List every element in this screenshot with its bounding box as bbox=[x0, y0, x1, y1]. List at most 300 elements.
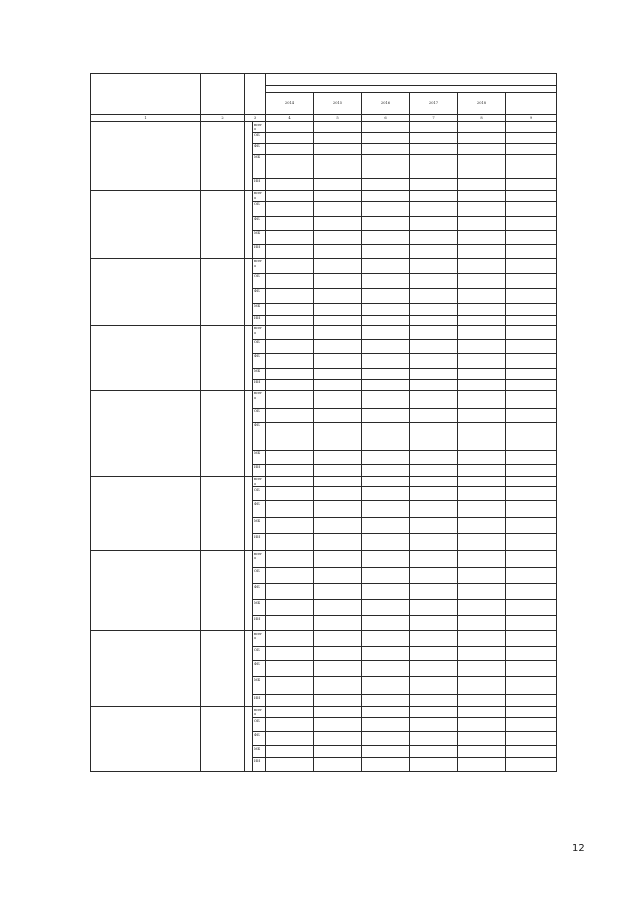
amount-cell bbox=[410, 408, 458, 422]
amount-cell bbox=[362, 518, 410, 534]
header-executor bbox=[201, 74, 245, 115]
amount-cell bbox=[458, 661, 506, 677]
amount-cell bbox=[266, 568, 314, 584]
amount-cell bbox=[314, 390, 362, 408]
column-index: 1 bbox=[91, 115, 201, 122]
budget-source: ИИ bbox=[253, 379, 266, 390]
amount-total bbox=[506, 616, 557, 631]
amount-cell bbox=[458, 707, 506, 718]
amount-cell bbox=[314, 132, 362, 143]
amount-cell bbox=[362, 534, 410, 551]
amount-total bbox=[506, 258, 557, 273]
amount-cell bbox=[266, 661, 314, 677]
amount-cell bbox=[314, 600, 362, 616]
amount-cell bbox=[314, 476, 362, 487]
amount-cell bbox=[266, 584, 314, 600]
page-number: 12 bbox=[572, 843, 585, 854]
amount-total bbox=[506, 551, 557, 568]
amount-cell bbox=[458, 616, 506, 631]
table-row bbox=[91, 476, 557, 487]
amount-total bbox=[506, 190, 557, 201]
budget-source: ФБ bbox=[253, 501, 266, 518]
column-index: 5 bbox=[314, 115, 362, 122]
amount-cell bbox=[458, 303, 506, 315]
budget-source: всего bbox=[253, 258, 266, 273]
measure-name bbox=[91, 258, 201, 325]
budget-source: ИИ bbox=[253, 534, 266, 551]
amount-cell bbox=[458, 353, 506, 368]
amount-cell bbox=[362, 288, 410, 303]
amount-cell bbox=[410, 122, 458, 133]
spacer-cell bbox=[245, 325, 253, 390]
amount-cell bbox=[410, 732, 458, 746]
amount-cell bbox=[362, 584, 410, 600]
column-index: 8 bbox=[458, 115, 506, 122]
table-row bbox=[91, 122, 557, 133]
budget-source: ИИ bbox=[253, 178, 266, 190]
amount-total bbox=[506, 746, 557, 758]
amount-cell bbox=[266, 746, 314, 758]
budget-source: ОБ bbox=[253, 339, 266, 353]
amount-total bbox=[506, 288, 557, 303]
amount-total bbox=[506, 464, 557, 476]
amount-cell bbox=[362, 201, 410, 216]
budget-source: всего bbox=[253, 390, 266, 408]
budget-source: ФБ bbox=[253, 353, 266, 368]
budget-source: ОБ bbox=[253, 718, 266, 732]
amount-cell bbox=[410, 758, 458, 772]
amount-cell bbox=[314, 732, 362, 746]
funding-table bbox=[90, 73, 557, 772]
amount-cell bbox=[410, 746, 458, 758]
measure-name bbox=[91, 707, 201, 772]
header-year: 2016 bbox=[362, 93, 410, 115]
column-index: 3 bbox=[245, 115, 266, 122]
amount-cell bbox=[410, 584, 458, 600]
amount-total bbox=[506, 600, 557, 616]
amount-cell bbox=[410, 487, 458, 501]
budget-source: ФБ bbox=[253, 216, 266, 230]
amount-cell bbox=[362, 353, 410, 368]
amount-cell bbox=[362, 677, 410, 695]
amount-cell bbox=[314, 379, 362, 390]
amount-cell bbox=[458, 216, 506, 230]
budget-source: ИИ bbox=[253, 315, 266, 325]
budget-source: ОБ bbox=[253, 568, 266, 584]
amount-cell bbox=[362, 122, 410, 133]
amount-cell bbox=[314, 568, 362, 584]
amount-cell bbox=[458, 408, 506, 422]
amount-cell bbox=[314, 273, 362, 288]
amount-cell bbox=[410, 464, 458, 476]
amount-cell bbox=[314, 353, 362, 368]
budget-source: МБ bbox=[253, 518, 266, 534]
amount-cell bbox=[458, 534, 506, 551]
amount-cell bbox=[362, 408, 410, 422]
amount-cell bbox=[410, 631, 458, 647]
amount-cell bbox=[410, 258, 458, 273]
amount-cell bbox=[410, 353, 458, 368]
amount-total bbox=[506, 476, 557, 487]
amount-cell bbox=[410, 647, 458, 661]
amount-cell bbox=[410, 677, 458, 695]
amount-cell bbox=[458, 201, 506, 216]
amount-cell bbox=[458, 551, 506, 568]
measure-executor bbox=[201, 190, 245, 258]
amount-cell bbox=[458, 718, 506, 732]
amount-cell bbox=[314, 758, 362, 772]
amount-cell bbox=[362, 325, 410, 339]
amount-cell bbox=[458, 368, 506, 379]
amount-cell bbox=[410, 154, 458, 178]
amount-cell bbox=[458, 154, 506, 178]
amount-cell bbox=[266, 122, 314, 133]
amount-cell bbox=[410, 476, 458, 487]
amount-cell bbox=[362, 661, 410, 677]
amount-cell bbox=[266, 707, 314, 718]
amount-total bbox=[506, 450, 557, 464]
amount-cell bbox=[266, 518, 314, 534]
amount-cell bbox=[458, 677, 506, 695]
amount-cell bbox=[458, 732, 506, 746]
amount-total bbox=[506, 315, 557, 325]
amount-cell bbox=[314, 551, 362, 568]
amount-total bbox=[506, 325, 557, 339]
amount-total bbox=[506, 707, 557, 718]
measure-name bbox=[91, 631, 201, 707]
table-row bbox=[91, 325, 557, 339]
amount-cell bbox=[362, 273, 410, 288]
amount-cell bbox=[458, 476, 506, 487]
amount-total bbox=[506, 501, 557, 518]
amount-cell bbox=[458, 518, 506, 534]
amount-cell bbox=[410, 518, 458, 534]
amount-cell bbox=[410, 422, 458, 450]
amount-cell bbox=[266, 201, 314, 216]
amount-total bbox=[506, 695, 557, 707]
amount-cell bbox=[266, 288, 314, 303]
column-index: 7 bbox=[410, 115, 458, 122]
amount-total bbox=[506, 273, 557, 288]
amount-total bbox=[506, 303, 557, 315]
amount-cell bbox=[314, 718, 362, 732]
amount-cell bbox=[458, 230, 506, 244]
budget-source: всего bbox=[253, 190, 266, 201]
table-row bbox=[91, 390, 557, 408]
amount-cell bbox=[410, 303, 458, 315]
amount-cell bbox=[314, 695, 362, 707]
amount-cell bbox=[362, 501, 410, 518]
amount-cell bbox=[314, 616, 362, 631]
budget-source: ФБ bbox=[253, 422, 266, 450]
amount-cell bbox=[266, 732, 314, 746]
amount-cell bbox=[458, 450, 506, 464]
measure-executor bbox=[201, 631, 245, 707]
amount-cell bbox=[458, 422, 506, 450]
budget-source: МБ bbox=[253, 368, 266, 379]
amount-cell bbox=[410, 315, 458, 325]
spacer-cell bbox=[245, 390, 253, 476]
amount-cell bbox=[266, 464, 314, 476]
amount-cell bbox=[314, 518, 362, 534]
column-index: 4 bbox=[266, 115, 314, 122]
amount-cell bbox=[458, 695, 506, 707]
amount-cell bbox=[410, 718, 458, 732]
header-year: 2017 bbox=[410, 93, 458, 115]
amount-total bbox=[506, 732, 557, 746]
budget-source: МБ bbox=[253, 746, 266, 758]
amount-cell bbox=[266, 551, 314, 568]
budget-source: ИИ bbox=[253, 758, 266, 772]
amount-cell bbox=[410, 339, 458, 353]
amount-cell bbox=[410, 230, 458, 244]
amount-cell bbox=[410, 244, 458, 258]
amount-cell bbox=[362, 464, 410, 476]
amount-cell bbox=[362, 303, 410, 315]
budget-source: всего bbox=[253, 631, 266, 647]
budget-source: МБ bbox=[253, 303, 266, 315]
amount-total bbox=[506, 568, 557, 584]
amount-cell bbox=[266, 695, 314, 707]
amount-cell bbox=[314, 408, 362, 422]
amount-cell bbox=[266, 677, 314, 695]
amount-cell bbox=[458, 325, 506, 339]
amount-cell bbox=[314, 631, 362, 647]
amount-total bbox=[506, 677, 557, 695]
budget-source: МБ bbox=[253, 600, 266, 616]
amount-cell bbox=[314, 422, 362, 450]
amount-cell bbox=[410, 201, 458, 216]
amount-cell bbox=[314, 647, 362, 661]
amount-cell bbox=[314, 154, 362, 178]
amount-total bbox=[506, 718, 557, 732]
amount-cell bbox=[314, 288, 362, 303]
budget-source: ИИ bbox=[253, 616, 266, 631]
amount-cell bbox=[410, 450, 458, 464]
amount-cell bbox=[314, 201, 362, 216]
header-estimate bbox=[266, 74, 557, 86]
amount-cell bbox=[314, 244, 362, 258]
measure-name bbox=[91, 190, 201, 258]
amount-cell bbox=[266, 216, 314, 230]
spacer-cell bbox=[245, 476, 253, 551]
amount-cell bbox=[362, 190, 410, 201]
amount-cell bbox=[458, 584, 506, 600]
amount-cell bbox=[362, 476, 410, 487]
spacer-cell bbox=[245, 190, 253, 258]
amount-cell bbox=[266, 501, 314, 518]
amount-cell bbox=[266, 368, 314, 379]
amount-total bbox=[506, 216, 557, 230]
amount-cell bbox=[410, 661, 458, 677]
budget-source: ОБ bbox=[253, 273, 266, 288]
spacer-cell bbox=[245, 551, 253, 631]
measure-name bbox=[91, 122, 201, 191]
amount-cell bbox=[458, 258, 506, 273]
table-row bbox=[91, 551, 557, 568]
amount-cell bbox=[314, 707, 362, 718]
table-row bbox=[91, 258, 557, 273]
amount-cell bbox=[266, 244, 314, 258]
amount-total bbox=[506, 201, 557, 216]
budget-source: всего bbox=[253, 476, 266, 487]
amount-cell bbox=[458, 464, 506, 476]
amount-cell bbox=[314, 258, 362, 273]
amount-cell bbox=[362, 732, 410, 746]
amount-cell bbox=[362, 244, 410, 258]
amount-cell bbox=[314, 303, 362, 315]
amount-cell bbox=[266, 315, 314, 325]
budget-source: ФБ bbox=[253, 732, 266, 746]
amount-cell bbox=[362, 143, 410, 154]
amount-cell bbox=[314, 143, 362, 154]
amount-cell bbox=[266, 390, 314, 408]
amount-total bbox=[506, 122, 557, 133]
amount-cell bbox=[458, 600, 506, 616]
amount-cell bbox=[266, 450, 314, 464]
budget-source: ОБ bbox=[253, 201, 266, 216]
amount-total bbox=[506, 132, 557, 143]
amount-cell bbox=[314, 450, 362, 464]
measure-name bbox=[91, 390, 201, 476]
amount-cell bbox=[362, 390, 410, 408]
budget-source: МБ bbox=[253, 154, 266, 178]
spacer-cell bbox=[245, 258, 253, 325]
header-spacer bbox=[245, 74, 266, 115]
amount-total bbox=[506, 647, 557, 661]
amount-cell bbox=[458, 568, 506, 584]
budget-source: ИИ bbox=[253, 244, 266, 258]
budget-source: МБ bbox=[253, 230, 266, 244]
amount-cell bbox=[410, 695, 458, 707]
amount-total bbox=[506, 422, 557, 450]
amount-cell bbox=[314, 122, 362, 133]
budget-source: МБ bbox=[253, 450, 266, 464]
amount-cell bbox=[458, 315, 506, 325]
amount-cell bbox=[362, 339, 410, 353]
measure-name bbox=[91, 476, 201, 551]
column-index: 9 bbox=[506, 115, 557, 122]
amount-cell bbox=[266, 339, 314, 353]
amount-cell bbox=[410, 143, 458, 154]
amount-cell bbox=[266, 303, 314, 315]
amount-cell bbox=[266, 422, 314, 450]
amount-cell bbox=[362, 487, 410, 501]
amount-cell bbox=[362, 178, 410, 190]
amount-cell bbox=[458, 758, 506, 772]
amount-cell bbox=[266, 487, 314, 501]
table-header bbox=[91, 74, 557, 122]
amount-cell bbox=[266, 273, 314, 288]
amount-cell bbox=[314, 230, 362, 244]
amount-cell bbox=[362, 422, 410, 450]
amount-cell bbox=[314, 534, 362, 551]
amount-cell bbox=[458, 178, 506, 190]
amount-cell bbox=[266, 379, 314, 390]
amount-cell bbox=[314, 661, 362, 677]
amount-cell bbox=[410, 568, 458, 584]
budget-source: МБ bbox=[253, 677, 266, 695]
budget-source: ФБ bbox=[253, 584, 266, 600]
amount-cell bbox=[458, 631, 506, 647]
amount-cell bbox=[314, 584, 362, 600]
budget-source: ИИ bbox=[253, 695, 266, 707]
amount-cell bbox=[410, 501, 458, 518]
amount-cell bbox=[458, 273, 506, 288]
header-year: 2014 bbox=[266, 93, 314, 115]
amount-cell bbox=[458, 339, 506, 353]
amount-cell bbox=[314, 325, 362, 339]
amount-total bbox=[506, 154, 557, 178]
amount-cell bbox=[410, 178, 458, 190]
amount-cell bbox=[314, 368, 362, 379]
measure-executor bbox=[201, 122, 245, 191]
amount-cell bbox=[410, 534, 458, 551]
header-year: 2015 bbox=[314, 93, 362, 115]
amount-cell bbox=[362, 647, 410, 661]
amount-cell bbox=[458, 501, 506, 518]
header-year: 2018 bbox=[458, 93, 506, 115]
column-index: 2 bbox=[201, 115, 245, 122]
amount-cell bbox=[458, 487, 506, 501]
amount-cell bbox=[266, 143, 314, 154]
amount-total bbox=[506, 408, 557, 422]
amount-cell bbox=[314, 190, 362, 201]
amount-cell bbox=[410, 190, 458, 201]
amount-cell bbox=[458, 122, 506, 133]
amount-cell bbox=[362, 258, 410, 273]
amount-cell bbox=[410, 216, 458, 230]
measure-executor bbox=[201, 390, 245, 476]
amount-cell bbox=[314, 315, 362, 325]
measure-executor bbox=[201, 325, 245, 390]
amount-cell bbox=[362, 758, 410, 772]
amount-cell bbox=[314, 501, 362, 518]
amount-cell bbox=[266, 476, 314, 487]
amount-total bbox=[506, 143, 557, 154]
amount-cell bbox=[410, 368, 458, 379]
measure-executor bbox=[201, 707, 245, 772]
amount-cell bbox=[314, 339, 362, 353]
amount-cell bbox=[266, 178, 314, 190]
measure-executor bbox=[201, 476, 245, 551]
amount-cell bbox=[458, 390, 506, 408]
measure-executor bbox=[201, 551, 245, 631]
amount-cell bbox=[410, 379, 458, 390]
amount-total bbox=[506, 661, 557, 677]
amount-total bbox=[506, 230, 557, 244]
amount-cell bbox=[266, 718, 314, 732]
amount-cell bbox=[314, 487, 362, 501]
column-index: 6 bbox=[362, 115, 410, 122]
budget-source: ФБ bbox=[253, 143, 266, 154]
amount-total bbox=[506, 534, 557, 551]
amount-cell bbox=[458, 647, 506, 661]
table-row bbox=[91, 190, 557, 201]
amount-cell bbox=[362, 315, 410, 325]
amount-cell bbox=[266, 353, 314, 368]
amount-total bbox=[506, 379, 557, 390]
amount-cell bbox=[362, 600, 410, 616]
amount-cell bbox=[362, 154, 410, 178]
spacer-cell bbox=[245, 631, 253, 707]
amount-cell bbox=[458, 143, 506, 154]
amount-total bbox=[506, 178, 557, 190]
budget-source: ФБ bbox=[253, 661, 266, 677]
amount-cell bbox=[362, 230, 410, 244]
amount-cell bbox=[410, 132, 458, 143]
budget-source: всего bbox=[253, 551, 266, 568]
